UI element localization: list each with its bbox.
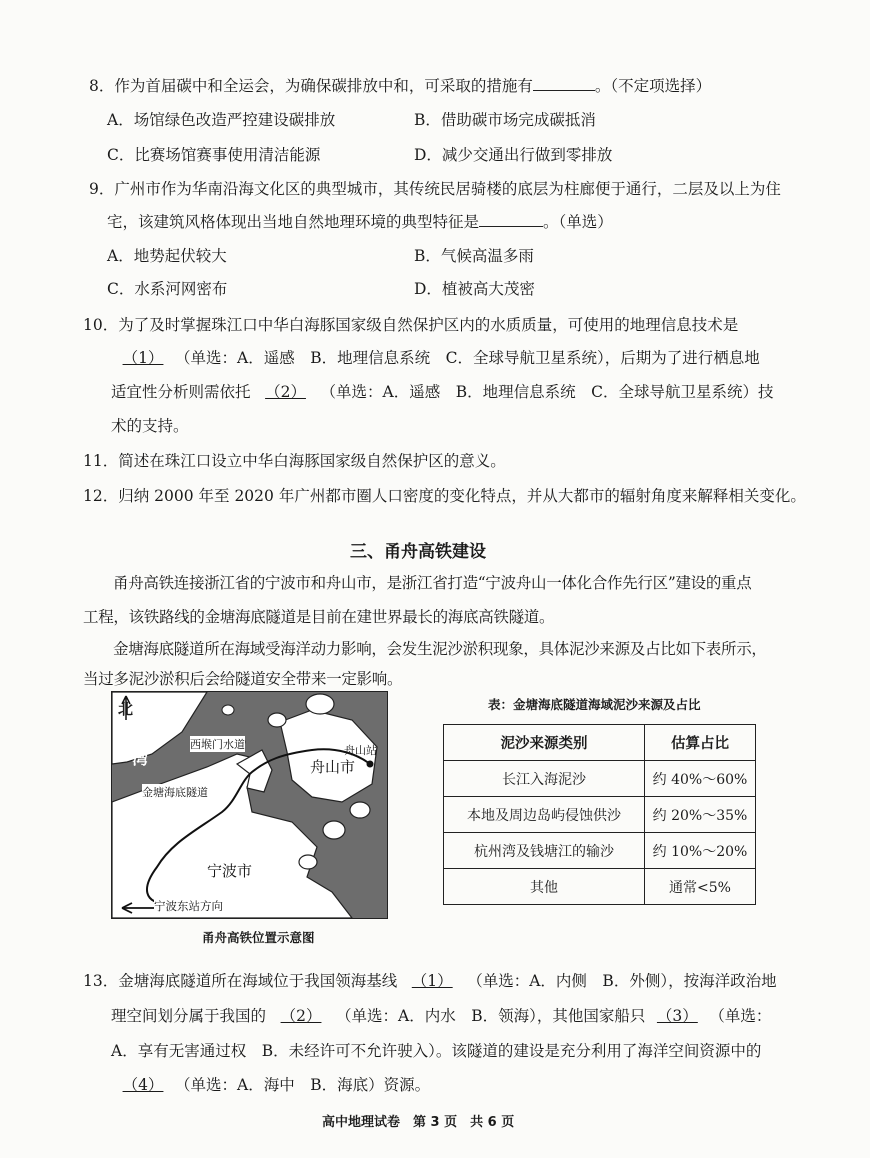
q13-line3: A．享有无害通过权 B．未经许可不允许驶入）。该隧道的建设是充分利用了海洋空间资源中的	[111, 1042, 762, 1060]
q8-stem-tail: 。（不定项选择）	[594, 77, 712, 96]
q13-line1-text-a: 13．金塘海底隧道所在海域位于我国领海基线	[83, 972, 398, 990]
q13-line1-text-b: （单选：A．内侧 B．外侧），按海洋政治地	[467, 972, 777, 990]
q8-answer-blank[interactable]	[533, 73, 595, 91]
section-paragraph-2a: 金塘海底隧道所在海域受海洋动力影响，会发生泥沙淤积现象，具体泥沙来源及占比如下表所示，	[113, 640, 767, 658]
table-cell-source: 长江入海泥沙	[444, 761, 645, 797]
q8-option-d: D．减少交通出行做到零排放	[414, 146, 613, 164]
q8-stem	[89, 73, 711, 96]
section-title: 三、甬舟高铁建设	[350, 542, 486, 562]
bay-label-3: 湾	[132, 749, 149, 768]
q9-option-b: B．气候高温多雨	[414, 247, 534, 265]
table-cell-source: 杭州湾及钱塘江的输沙	[444, 833, 645, 869]
q13-line2-text-b: （单选：A．内水 B．领海），其他国家船只	[336, 1007, 646, 1025]
table-caption: 表：金塘海底隧道海域泥沙来源及占比	[488, 697, 701, 712]
q10-line3-text-b: （单选：A．遥感 B．地理信息系统 C．全球导航卫星系统）技	[320, 383, 774, 401]
ningbo-east-label: 宁波东站方向	[154, 899, 223, 913]
q9-option-d: D．植被高大茂密	[414, 280, 535, 298]
q13-blank-3[interactable]: （3）	[656, 1007, 698, 1025]
q9-line2	[107, 209, 613, 232]
section-paragraph-2b: 当过多泥沙淤积后会给隧道安全带来一定影响。	[83, 670, 403, 688]
table-row	[444, 869, 756, 905]
table-row	[444, 797, 756, 833]
q10-line1: 10．为了及时掌握珠江口中华白海豚国家级自然保护区内的水质质量，可使用的地理信息技术是	[83, 316, 739, 334]
q8-option-c: C．比赛场馆赛事使用清洁能源	[107, 146, 321, 164]
zhoushan-city-label: 舟山市	[310, 758, 356, 776]
q12: 12．归纳 2000 年至 2020 年广州都市圈人口密度的变化特点，并从大都市的辐射角度来解释相关变化。	[83, 487, 806, 505]
table-row	[444, 833, 756, 869]
q8-stem-text: 8．作为首届碳中和全运会，为确保碳排放中和，可采取的措施有	[89, 77, 533, 96]
q13-line4	[111, 1073, 430, 1095]
bay-label-2: 州	[148, 725, 165, 744]
section-paragraph-1b: 工程，该铁路线的金塘海底隧道是目前在建世界最长的海底高铁隧道。	[83, 608, 555, 626]
q11: 11．简述在珠江口设立中华白海豚国家级自然保护区的意义。	[83, 452, 506, 470]
q8-option-b: B．借助碳市场完成碳抵消	[414, 111, 596, 129]
north-label: 北	[118, 700, 134, 718]
q13-line2-text-c: （单选：	[709, 1007, 772, 1025]
table-cell-source: 其他	[444, 869, 645, 905]
table-cell-share: 通常<5%	[645, 869, 756, 905]
table-header-row	[444, 725, 756, 761]
q10-line2-text: （单选：A．遥感 B．地理信息系统 C．全球导航卫星系统），后期为了进行栖息地	[175, 349, 760, 367]
q10-blank-1[interactable]: （1）	[122, 349, 164, 367]
q9-option-c: C．水系河网密布	[107, 280, 228, 298]
table-header-source: 泥沙来源类别	[444, 725, 645, 761]
jintang-label: 金塘海底隧道	[142, 786, 208, 799]
page-footer: 高中地理试卷 第 3 页 共 6 页	[322, 1115, 515, 1130]
q13-blank-1[interactable]: （1）	[411, 972, 453, 990]
q10-line3-text-a: 适宜性分析则需依托	[111, 383, 251, 401]
q10-line2	[111, 346, 760, 368]
table-cell-share: 约 10%～20%	[645, 833, 756, 869]
q13-blank-2[interactable]: （2）	[280, 1007, 322, 1025]
q9-answer-blank[interactable]	[479, 209, 543, 227]
table-cell-share: 约 40%～60%	[645, 761, 756, 797]
q13-line1	[83, 969, 777, 991]
q10-blank-2[interactable]: （2）	[265, 383, 306, 401]
q9-option-a: A．地势起伏较大	[107, 247, 227, 265]
q9-line2-tail: 。（单选）	[543, 213, 613, 232]
q13-line4-text: （单选：A．海中 B．海底）资源。	[175, 1076, 431, 1094]
q13-blank-4[interactable]: （4）	[122, 1076, 164, 1094]
q9-line2-text: 宅，该建筑风格体现出当地自然地理环境的典型特征是	[107, 213, 480, 232]
table-header-share: 估算占比	[645, 725, 756, 761]
ningbo-city-label: 宁波市	[207, 862, 253, 880]
q8-option-a: A．场馆绿色改造严控建设碳排放	[107, 111, 336, 129]
sediment-source-table	[443, 724, 756, 905]
map-caption: 甬舟高铁位置示意图	[202, 930, 315, 945]
bay-label-1: 杭	[166, 703, 183, 722]
section-paragraph-1a: 甬舟高铁连接浙江省的宁波市和舟山市，是浙江省打造“宁波舟山一体化合作先行区”建设的重点	[113, 574, 752, 592]
table-cell-source: 本地及周边岛屿侵蚀供沙	[444, 797, 645, 833]
table-cell-share: 约 20%～35%	[645, 797, 756, 833]
railway-location-map	[111, 691, 388, 919]
table-row	[444, 761, 756, 797]
q9-line1: 9．广州市作为华南沿海文化区的典型城市，其传统民居骑楼的底层为柱廊便于通行，二层及以上为住	[89, 180, 781, 198]
q10-line3	[111, 380, 773, 402]
q13-line2-text-a: 理空间划分属于我国的	[111, 1007, 267, 1025]
xihoumen-label: 西堠门水道	[190, 738, 245, 751]
zhoushan-station-label: 舟山站	[344, 744, 377, 757]
q13-line2	[111, 1004, 771, 1026]
q10-line4: 术的支持。	[111, 417, 189, 435]
